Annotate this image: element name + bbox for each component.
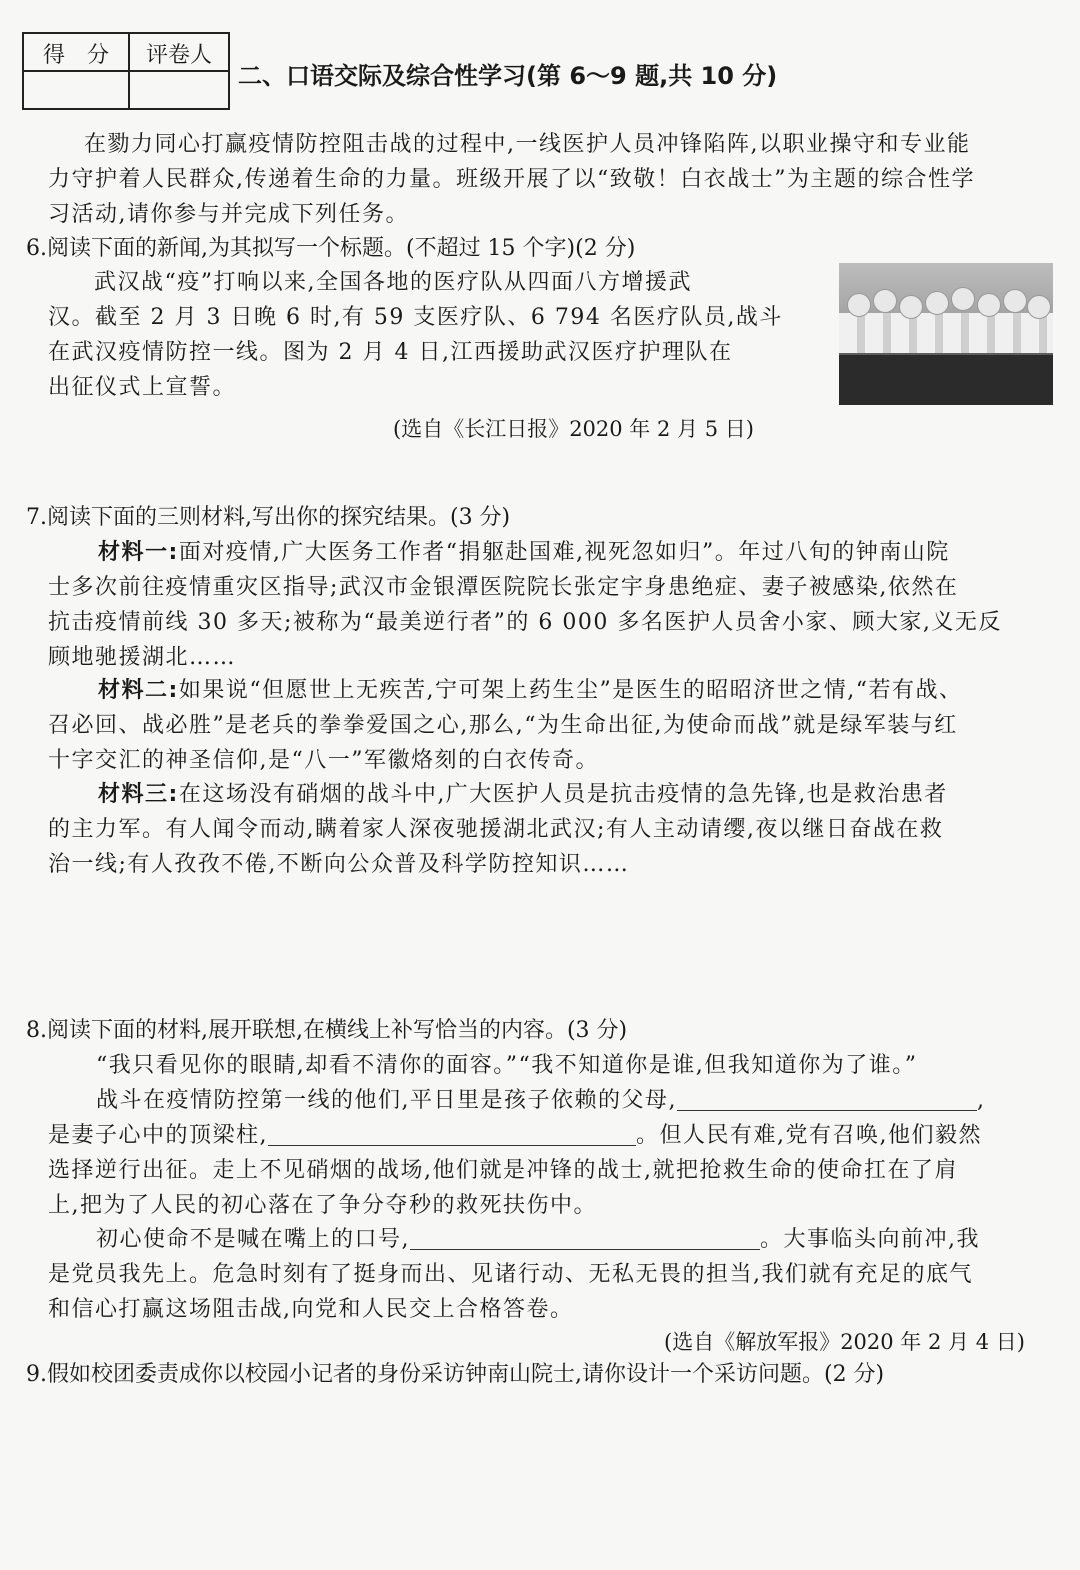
q6-news-line-1: 武汉战“疫”打响以来,全国各地的医疗队从四面八方增援武 [94, 270, 692, 295]
q8-text-1b: , [977, 1088, 986, 1113]
q6-news-line-2: 汉。截至 2 月 3 日晚 6 时,有 59 支医疗队、6 794 名医疗队员,战斗 [48, 305, 783, 330]
q8-para-1-line-2 [48, 1118, 982, 1153]
q6-prompt: 6.阅读下面的新闻,为其拟写一个标题。(不超过 15 个字)(2 分) [26, 236, 636, 261]
q7-prompt: 7.阅读下面的三则材料,写出你的探究结果。(3 分) [26, 505, 511, 530]
q7-material-2-label: 材料二: [98, 678, 179, 703]
q8-blank-3[interactable] [410, 1227, 760, 1250]
q7-material-3-line-3: 治一线;有人孜孜不倦,不断向公众普及科学防控知识…… [48, 852, 630, 877]
q8-text-1c: 是妻子心中的顶梁柱, [48, 1123, 268, 1148]
q8-para-2-line-3: 和信心打赢这场阻击战,向党和人民交上合格答卷。 [48, 1297, 574, 1322]
q7-material-2-line-1 [98, 673, 963, 708]
score-input-cell[interactable] [24, 72, 128, 108]
section-title: 二、口语交际及综合性学习(第 6～9 题,共 10 分) [238, 62, 778, 90]
q9-prompt: 9.假如校团委责成你以校园小记者的身份采访钟南山院士,请你设计一个采访问题。(2 分) [26, 1362, 885, 1387]
q8-prompt: 8.阅读下面的材料,展开联想,在横线上补写恰当的内容。(3 分) [26, 1018, 628, 1043]
q7-material-2-text-1: 如果说“但愿世上无疾苦,宁可架上药生尘”是医生的昭昭济世之情,“若有战、 [178, 678, 963, 703]
intro-line-2: 力守护着人民群众,传递着生命的力量。班级开展了以“致敬！白衣战士”为主题的综合性学 [48, 167, 975, 192]
grader-label: 评卷人 [145, 43, 212, 68]
q6-news-line-4: 出征仪式上宣誓。 [48, 375, 237, 400]
q7-material-1-label: 材料一: [98, 540, 179, 565]
q8-para-2-line-1 [96, 1222, 980, 1257]
q8-source: (选自《解放军报》2020 年 2 月 4 日) [664, 1330, 1025, 1354]
intro-line-1: 在勠力同心打赢疫情防控阻击战的过程中,一线医护人员冲锋陷阵,以职业操守和专业能 [84, 132, 971, 157]
q8-blank-2[interactable] [268, 1123, 636, 1146]
q8-para-1-line-4: 上,把为了人民的初心落在了争分夺秒的救死扶伤中。 [48, 1193, 597, 1218]
q7-material-3-text-1: 在这场没有硝烟的战斗中,广大医护人员是抗击疫情的急先锋,也是救治患者 [178, 782, 948, 807]
intro-line-3: 习活动,请你参与并完成下列任务。 [48, 202, 409, 227]
q8-para-1-line-3: 选择逆行出征。走上不见硝烟的战场,他们就是冲锋的战士,就把抢救生命的使命扛在了肩 [48, 1158, 958, 1183]
q6-news-line-3: 在武汉疫情防控一线。图为 2 月 4 日,江西援助武汉医疗护理队在 [48, 340, 733, 365]
q7-material-3-line-1 [98, 777, 948, 812]
q7-material-1-text-1: 面对疫情,广大医务工作者“捐躯赴国难,视死忽如归”。年过八旬的钟南山院 [178, 540, 950, 565]
score-table [22, 32, 230, 110]
q6-source: (选自《长江日报》2020 年 2 月 5 日) [393, 417, 754, 441]
q8-quote: “我只看见你的眼睛,却看不清你的面容。”“我不知道你是谁,但我知道你为了谁。” [96, 1053, 918, 1078]
q7-material-2-line-3: 十字交汇的神圣信仰,是“八一”军徽烙刻的白衣传奇。 [48, 748, 599, 773]
score-label: 得 分 [42, 43, 109, 68]
q7-material-3-label: 材料三: [98, 782, 179, 807]
q8-para-1-line-1 [96, 1083, 986, 1118]
q7-material-2-line-2: 召必回、战必胜”是老兵的拳拳爱国之心,那么,“为生命出征,为使命而战”就是绿军装与红 [48, 713, 958, 738]
q7-material-3-line-2: 的主力军。有人闻令而动,瞒着家人深夜驰援湖北武汉;有人主动请缨,夜以继日奋战在救 [48, 817, 944, 842]
q7-material-1-line-2: 士多次前往疫情重灾区指导;武汉市金银潭医院院长张定宇身患绝症、妻子被感染,依然在 [48, 575, 959, 600]
q7-material-1-line-3: 抗击疫情前线 30 多天;被称为“最美逆行者”的 6 000 多名医护人员舍小家、顾大家,义无反 [48, 610, 1002, 635]
q8-text-1d: 。但人民有难,党有召唤,他们毅然 [636, 1123, 982, 1148]
news-photo [839, 263, 1053, 405]
q8-blank-1[interactable] [677, 1088, 977, 1111]
grader-input-cell[interactable] [130, 72, 228, 108]
q8-text-2b: 。大事临头向前冲,我 [760, 1227, 980, 1252]
q7-material-1-line-4: 顾地驰援湖北…… [48, 645, 237, 670]
q7-material-1-line-1 [98, 535, 950, 570]
q8-text-1a: 战斗在疫情防控第一线的他们,平日里是孩子依赖的父母, [96, 1088, 677, 1113]
q8-para-2-line-2: 是党员我先上。危急时刻有了挺身而出、见诸行动、无私无畏的担当,我们就有充足的底气 [48, 1262, 973, 1287]
q8-text-2a: 初心使命不是喊在嘴上的口号, [96, 1227, 410, 1252]
